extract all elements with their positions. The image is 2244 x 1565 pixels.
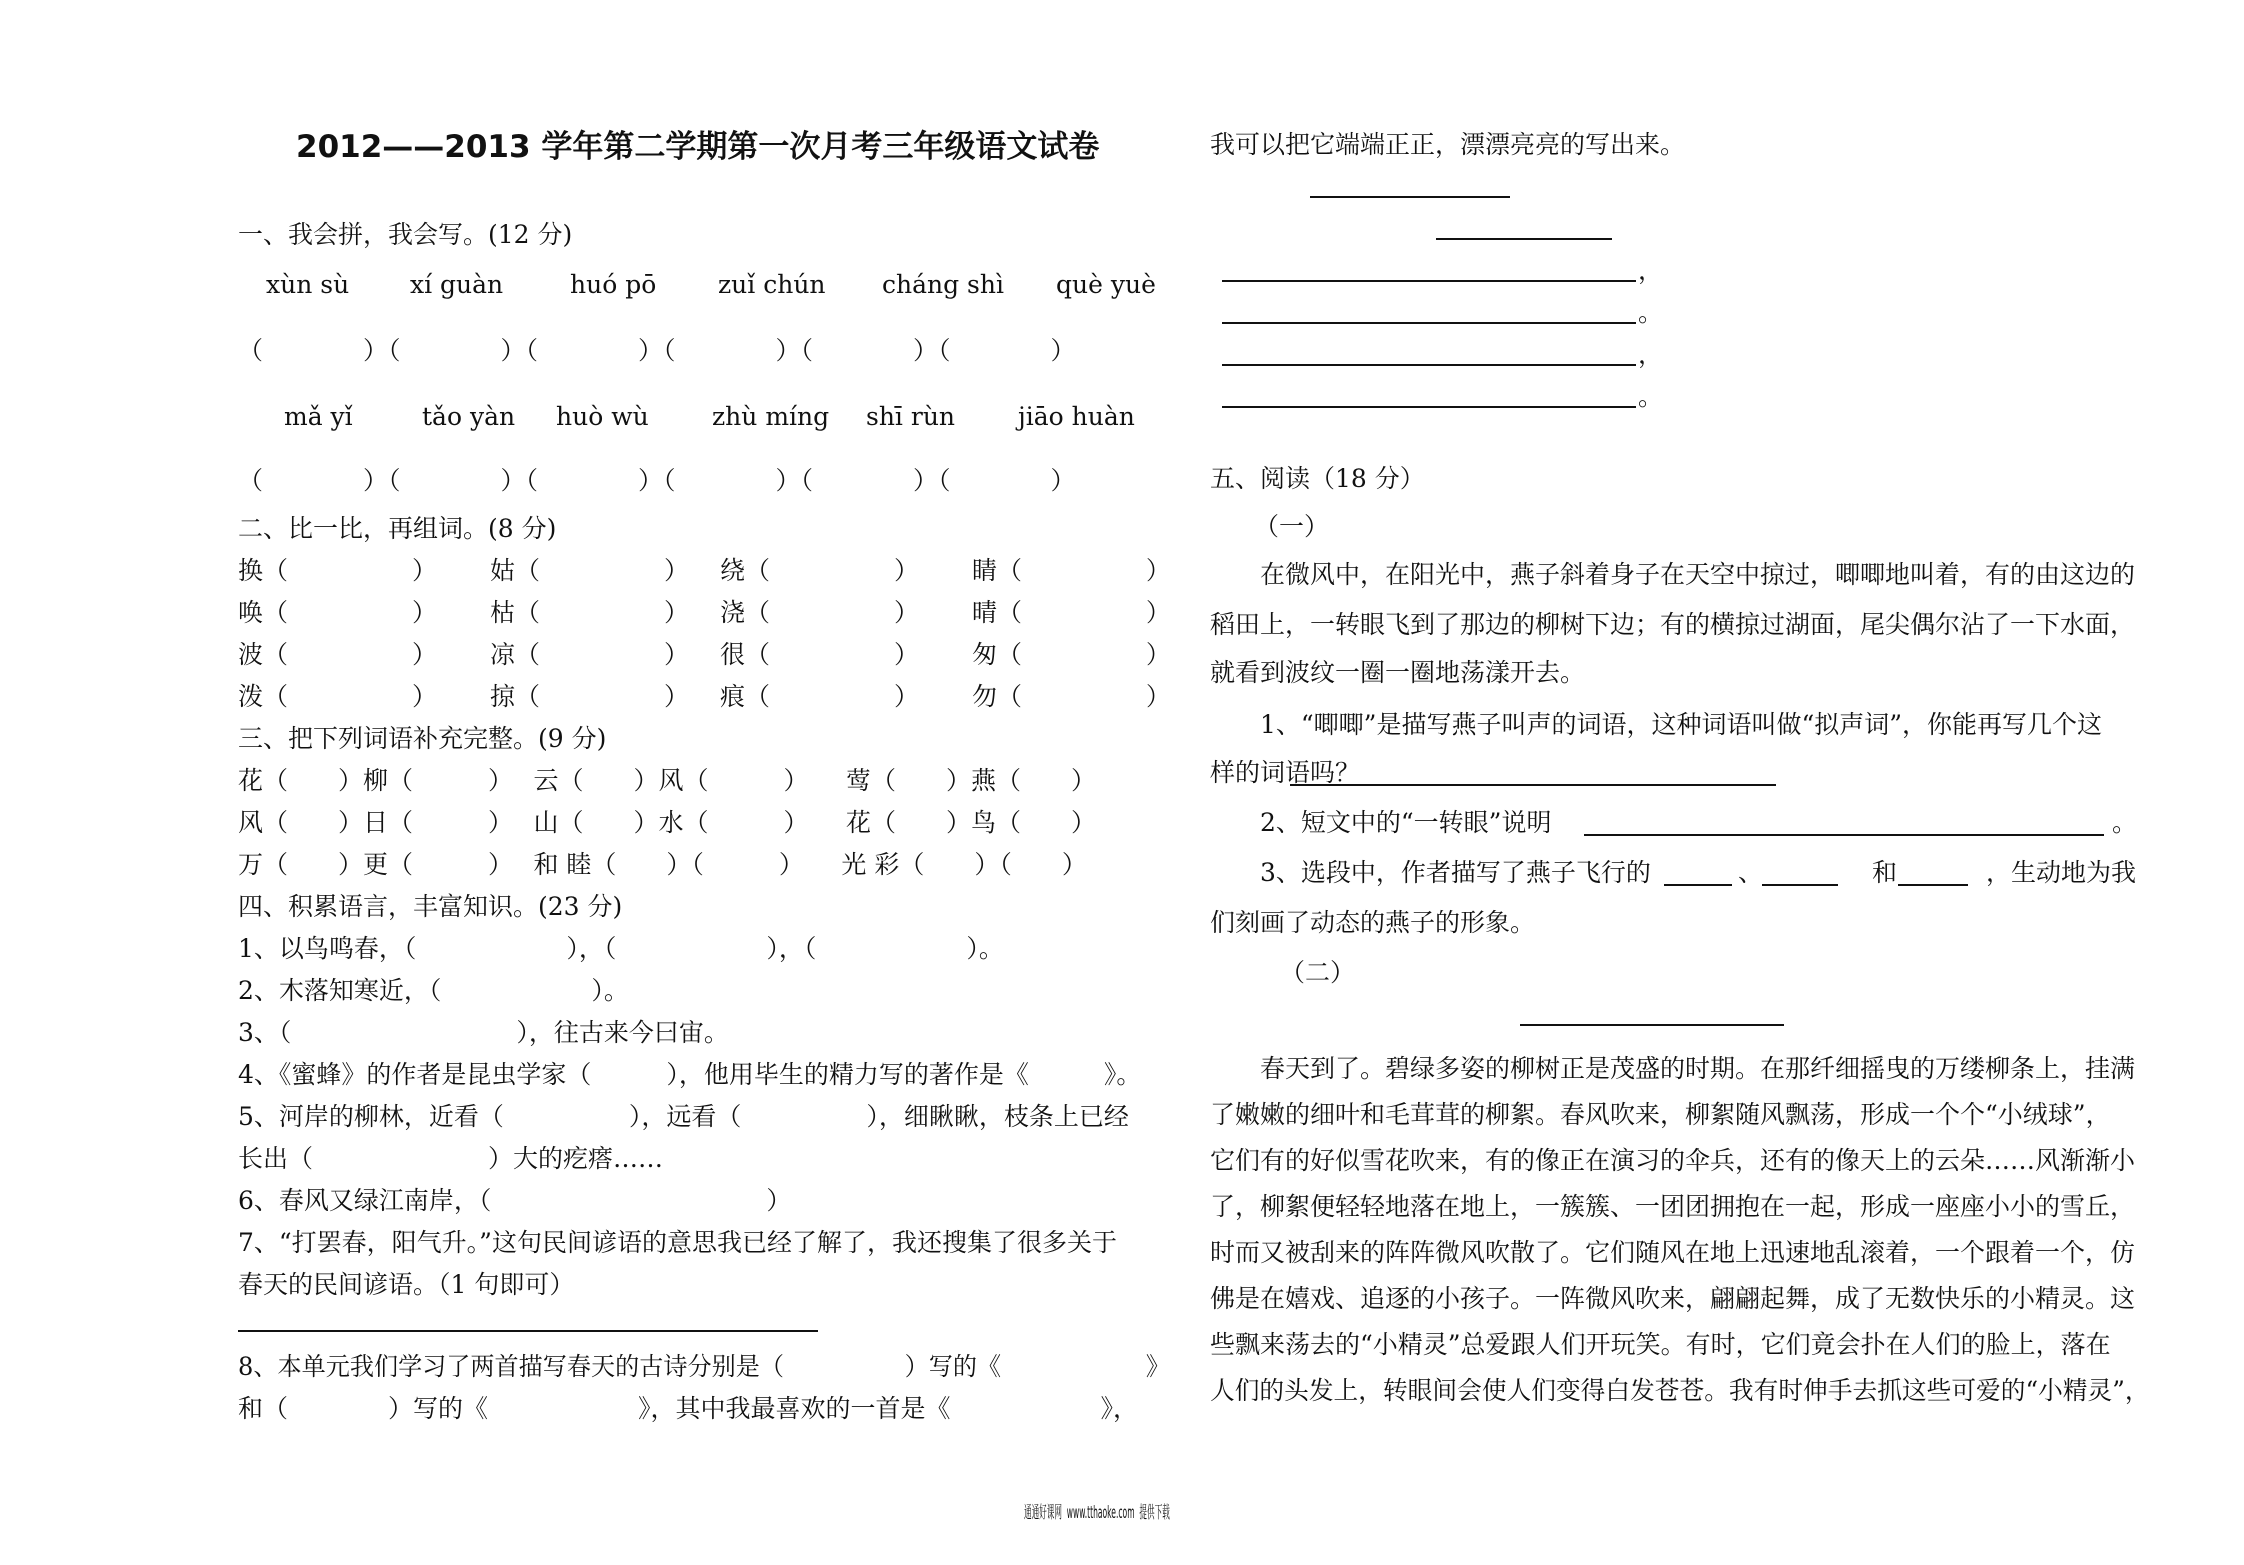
- answer-parens-row2: （ ）（ ）（ ）（ ）（ ）（ ）: [238, 466, 1076, 495]
- pinyin-11: shī rùn: [866, 402, 956, 431]
- compare-char: 姑（: [490, 556, 541, 585]
- compare-close: ）: [1146, 640, 1171, 669]
- poem-title-line: [1310, 196, 1510, 198]
- compare-char: 睛（: [972, 556, 1023, 585]
- pinyin-5: cháng shì: [882, 270, 1004, 299]
- question-item: 4、《蜜蜂》的作者是昆虫学家（ ），他用毕生的精力写的著作是《 》。: [238, 1060, 1142, 1089]
- compare-char: 勿（: [972, 682, 1023, 711]
- section1-heading: 一、我会拼，我会写。(12 分): [238, 220, 573, 249]
- answer-line: [238, 1330, 818, 1332]
- compare-close: ）: [412, 640, 438, 669]
- passage2-line: 了嫩嫩的细叶和毛茸茸的柳絮。春风吹来，柳絮随风飘荡，形成一个个“小绒球”，: [1210, 1100, 2111, 1129]
- poem-punct: ，: [1638, 256, 1664, 285]
- poem-line: [1222, 406, 1636, 408]
- q3-blank3: [1898, 884, 1968, 886]
- poem-line: [1222, 280, 1636, 282]
- compare-char: 枯（: [490, 598, 541, 627]
- passage2-line: 时而又被刮来的阵阵微风吹散了。它们随风在地上迅速地乱滚着，一个跟着一个，仿: [1210, 1238, 2136, 1267]
- q2-text: 2、短文中的“一转眼”说明: [1260, 808, 1552, 837]
- q3-tail: ，生动地为我: [1986, 858, 2137, 887]
- passage1-line: 稻田上，一转眼飞到了那边的柳树下边；有的横掠过湖面，尾尖偶尔沾了一下水面，: [1210, 610, 2136, 639]
- poem-intro: 我可以把它端端正正，漂漂亮亮的写出来。: [1210, 130, 1686, 159]
- compare-close: ）: [412, 556, 438, 585]
- compare-close: ）: [664, 640, 690, 669]
- pinyin-10: zhù míng: [712, 402, 830, 431]
- pinyin-6: què yuè: [1056, 270, 1156, 299]
- question-item: 长出（ ）大的疙瘩……: [238, 1144, 664, 1173]
- compare-close: ）: [664, 556, 690, 585]
- section5-heading: 五、阅读（18 分）: [1210, 464, 1425, 493]
- question-item: 1、以鸟鸣春，（ ），（ ），（ ）。: [238, 934, 1004, 963]
- pinyin-9: huò wù: [556, 402, 649, 431]
- poem-punct: 。: [1638, 382, 1664, 411]
- reading-sub2: （二）: [1280, 958, 1356, 987]
- passage2-line: 佛是在嬉戏、追逐的小孩子。一阵微风吹来，翩翩起舞，成了无数快乐的小精灵。这: [1210, 1284, 2136, 1313]
- pinyin-12: jiāo huàn: [1018, 402, 1135, 431]
- compare-char: 唤（: [238, 598, 289, 627]
- compare-char: 匆（: [972, 640, 1023, 669]
- pinyin-8: tǎo yàn: [422, 402, 516, 431]
- question-item: 和（ ）写的《 》，其中我最喜欢的一首是《 》，: [238, 1394, 1139, 1423]
- q3-text: 3、选段中，作者描写了燕子飞行的: [1260, 858, 1651, 887]
- q3-line2: 们刻画了动态的燕子的形象。: [1210, 908, 1536, 937]
- compare-close: ）: [894, 640, 920, 669]
- question-item: 3、（ ），往古来今曰宙。: [238, 1018, 729, 1047]
- compare-char: 晴（: [972, 598, 1023, 627]
- compare-char: 掠（: [490, 682, 541, 711]
- q1-answer-line: [1290, 784, 1776, 786]
- passage2-line: 人们的头发上，转眼间会使人们变得白发苍苍。我有时伸手去抓这些可爱的“小精灵”，: [1210, 1376, 2150, 1405]
- compare-close: ）: [1146, 598, 1171, 627]
- q3-blank1: [1664, 884, 1732, 886]
- idiom-row: 风（ ）日（ ） 山（ ）水（ ） 花（ ）鸟（ ）: [238, 808, 1096, 837]
- q1-line2: 样的词语吗？: [1210, 758, 1361, 787]
- compare-char: 很（: [720, 640, 771, 669]
- reading-sub1: （一）: [1254, 512, 1330, 541]
- compare-close: ）: [664, 598, 690, 627]
- question-item: 春天的民间谚语。（1 句即可）: [238, 1270, 575, 1299]
- compare-close: ）: [412, 682, 438, 711]
- compare-char: 凉（: [490, 640, 541, 669]
- compare-char: 换（: [238, 556, 289, 585]
- poem-punct: ，: [1638, 340, 1664, 369]
- q2-end: 。: [2112, 808, 2138, 837]
- pinyin-2: xí guàn: [410, 270, 504, 299]
- poem-line: [1222, 364, 1636, 366]
- question-item: 7、“打罢春，阳气升。”这句民间谚语的意思我已经了解了，我还搜集了很多关于: [238, 1228, 1117, 1257]
- section4-heading: 四、积累语言，丰富知识。(23 分): [238, 892, 623, 921]
- passage2-title-line: [1520, 1024, 1784, 1026]
- compare-close: ）: [894, 556, 920, 585]
- q2-answer-line: [1584, 834, 2104, 836]
- pinyin-4: zuǐ chún: [718, 270, 826, 299]
- idiom-row: 花（ ）柳（ ） 云（ ）风（ ） 莺（ ）燕（ ）: [238, 766, 1096, 795]
- poem-line: [1222, 322, 1636, 324]
- q3-sep2: 和: [1872, 858, 1898, 887]
- answer-parens-row1: （ ）（ ）（ ）（ ）（ ）（ ）: [238, 336, 1076, 365]
- q3-blank2: [1762, 884, 1838, 886]
- pinyin-1: xùn sù: [266, 270, 350, 299]
- passage2-line: 它们有的好似雪花吹来，有的像正在演习的伞兵，还有的像天上的云朵……风渐渐小: [1210, 1146, 2136, 1175]
- poem-author-line: [1436, 238, 1612, 240]
- question-item: 2、木落知寒近，（ ）。: [238, 976, 629, 1005]
- compare-char: 绕（: [720, 556, 771, 585]
- compare-char: 泼（: [238, 682, 289, 711]
- compare-char: 浇（: [720, 598, 771, 627]
- pinyin-3: huó pō: [570, 270, 657, 299]
- passage2-line: 些飘来荡去的“小精灵”总爱跟人们开玩笑。有时，它们竟会扑在人们的脸上，落在: [1210, 1330, 2111, 1359]
- passage1-line: 在微风中，在阳光中，燕子斜着身子在天空中掠过，唧唧地叫着，有的由这边的: [1260, 560, 2136, 589]
- compare-close: ）: [1146, 556, 1171, 585]
- question-item: 6、春风又绿江南岸，（ ）: [238, 1186, 792, 1215]
- compare-close: ）: [1146, 682, 1171, 711]
- compare-close: ）: [664, 682, 690, 711]
- passage2-line: 春天到了。碧绿多姿的柳树正是茂盛的时期。在那纤细摇曳的万缕柳条上，挂满: [1260, 1054, 2136, 1083]
- compare-close: ）: [412, 598, 438, 627]
- q3-sep1: 、: [1738, 858, 1764, 887]
- section3-heading: 三、把下列词语补充完整。(9 分): [238, 724, 607, 753]
- idiom-row: 万（ ）更（ ） 和 睦（ ）（ ） 光 彩（ ）（ ）: [238, 850, 1087, 879]
- compare-close: ）: [894, 598, 920, 627]
- section2-heading: 二、比一比，再组词。(8 分): [238, 514, 557, 543]
- page-title: 2012——2013 学年第二学期第一次月考三年级语文试卷: [296, 129, 1100, 165]
- question-item: 8、本单元我们学习了两首描写春天的古诗分别是（ ）写的《 》: [238, 1352, 1170, 1381]
- q1-line1: 1、“唧唧”是描写燕子叫声的词语，这种词语叫做“拟声词”，你能再写几个这: [1260, 710, 2103, 739]
- compare-close: ）: [894, 682, 920, 711]
- passage1-line: 就看到波纹一圈一圈地荡漾开去。: [1210, 658, 1586, 687]
- passage2-line: 了，柳絮便轻轻地落在地上，一簇簇、一团团拥抱在一起，形成一座座小小的雪丘，: [1210, 1192, 2136, 1221]
- compare-char: 痕（: [720, 682, 771, 711]
- page-footer: 通通好课网 www.tthaoke.com 提供下载: [1024, 1503, 1170, 1523]
- compare-char: 波（: [238, 640, 289, 669]
- question-item: 5、河岸的柳林，近看（ ），远看（ ），细瞅瞅，枝条上已经: [238, 1102, 1129, 1131]
- pinyin-7: mǎ yǐ: [284, 402, 353, 431]
- poem-punct: 。: [1638, 298, 1664, 327]
